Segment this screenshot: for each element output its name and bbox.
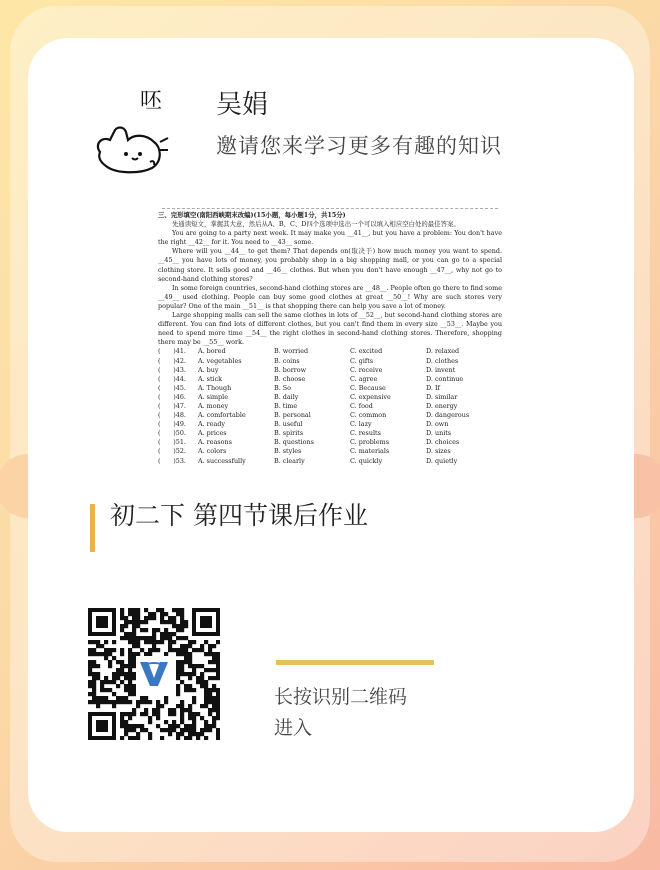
option-b: B. coins <box>274 356 300 365</box>
avatar-caption: 呸 <box>140 89 163 114</box>
option-b: B. spirits <box>274 429 304 438</box>
option-d: D. quietly <box>426 456 458 465</box>
worksheet-preview <box>158 196 502 468</box>
option-b: B. choose <box>274 374 306 383</box>
option-a: A. money <box>198 401 229 410</box>
option-num: ( )47. <box>158 401 186 410</box>
option-a: A. stick <box>198 374 223 383</box>
option-b: B. useful <box>274 420 303 429</box>
option-b: B. clearly <box>274 456 305 465</box>
option-a: A. simple <box>198 392 228 401</box>
option-row <box>158 357 502 366</box>
option-num: ( )53. <box>158 456 186 465</box>
passage-paragraph: Large shopping malls can sell the same clothes in lots of __52__, but second-hand clothing stores are different. You can find lots of different clothes, but you can't find them in every size __53__. Maybe you need to spend more time __54__ the right clothes in second-hand clothing stores. Therefore, shopping there may be __55__ work. <box>158 311 502 347</box>
option-c: C. expensive <box>350 392 391 401</box>
cartoon-bunny-avatar-icon <box>90 82 186 178</box>
option-c: C. food <box>350 401 373 410</box>
section-heading: 三、完形填空(南阳西峡期末改编)(15小题，每小题1分，共15分) <box>158 211 346 219</box>
option-d: D. similar <box>426 392 458 401</box>
option-a: A. Though <box>198 383 232 392</box>
option-num: ( )45. <box>158 383 186 392</box>
option-a: A. ready <box>198 420 226 429</box>
option-num: ( )49. <box>158 420 186 429</box>
qr-hint-line2: 进入 <box>274 717 313 739</box>
option-d: D. units <box>426 429 452 438</box>
option-row <box>158 347 502 356</box>
option-num: ( )43. <box>158 365 186 374</box>
option-b: B. time <box>274 401 298 410</box>
author-name: 吴娟 <box>216 90 269 120</box>
option-d: D. relaxed <box>426 347 460 356</box>
option-num: ( )42. <box>158 356 186 365</box>
instructions: 先通读短文，掌握其大意，然后从A、B、C、D四个选项中选出一个可以填入相应空白处的最佳答案。 <box>172 220 460 229</box>
title-accent-bar <box>90 504 95 552</box>
option-d: D. own <box>426 420 449 429</box>
option-d: D. invent <box>426 365 456 374</box>
option-row <box>158 411 502 420</box>
option-a: A. colors <box>198 447 227 456</box>
option-d: D. choices <box>426 438 460 447</box>
option-b: B. questions <box>274 438 314 447</box>
option-num: ( )48. <box>158 411 186 420</box>
option-d: D. dangerous <box>426 411 470 420</box>
option-b: B. personal <box>274 411 311 420</box>
option-row <box>158 438 502 447</box>
option-b: B. So <box>274 383 291 392</box>
option-a: A. successfully <box>198 456 246 465</box>
option-row <box>158 420 502 429</box>
option-a: A. vegetables <box>198 356 242 365</box>
option-row <box>158 447 502 456</box>
passage-paragraph: You are going to a party next week. It may make you __41__, but you have a problem: You don't have the right __42__ for it. You need to __43__ some. <box>158 229 502 247</box>
option-a: A. bored <box>198 347 226 356</box>
option-row <box>158 457 502 466</box>
passage-paragraph: In some foreign countries, second-hand clothing stores are __48__. People often go there to find some __49__ used clothing. People can buy some good clothes at great __50__! Why are such stores very popular? One of the main __51__ is that shopping there can help you save a lot of money. <box>158 283 502 310</box>
option-num: ( )44. <box>158 374 186 383</box>
invite-text: 邀请您来学习更多有趣的知识 <box>216 134 502 158</box>
option-a: A. reasons <box>198 438 232 447</box>
option-b: B. borrow <box>274 365 307 374</box>
option-num: ( )41. <box>158 347 186 356</box>
option-row <box>158 375 502 384</box>
option-d: D. If <box>426 383 440 392</box>
worksheet-top-rule <box>162 196 498 209</box>
option-c: C. agree <box>350 374 378 383</box>
option-c: C. results <box>350 429 381 438</box>
option-num: ( )52. <box>158 447 186 456</box>
qr-code-icon[interactable] <box>88 608 220 740</box>
option-a: A. buy <box>198 365 219 374</box>
option-row <box>158 402 502 411</box>
option-d: D. continue <box>426 374 464 383</box>
option-row <box>158 393 502 402</box>
option-c: C. problems <box>350 438 389 447</box>
option-c: C. quickly <box>350 456 383 465</box>
answer-options <box>158 347 502 465</box>
qr-accent-line <box>276 660 434 665</box>
option-a: A. comfortable <box>198 411 246 420</box>
option-c: C. Because <box>350 383 386 392</box>
option-d: D. clothes <box>426 356 459 365</box>
option-c: C. lazy <box>350 420 372 429</box>
option-c: C. excited <box>350 347 383 356</box>
option-num: ( )50. <box>158 429 186 438</box>
option-b: B. styles <box>274 447 302 456</box>
page-title: 初二下 第四节课后作业 <box>110 501 368 530</box>
option-row <box>158 429 502 438</box>
passage-paragraph: Where will you __44__ to get them? That depends on(取决于) how much money you want to spend. __45__ you have lots of money, you probably shop in a big shopping mall, or you can go to a special clothing store. It sells good and __46__ clothes. But when you don't have enough __47__, why not go to second-hand clothing stores? <box>158 247 502 283</box>
qr-hint-line1: 长按识别二维码 <box>274 686 408 708</box>
option-num: ( )51. <box>158 438 186 447</box>
option-a: A. prices <box>198 429 227 438</box>
option-b: B. worried <box>274 347 309 356</box>
option-c: C. materials <box>350 447 390 456</box>
option-c: C. gifts <box>350 356 374 365</box>
option-num: ( )46. <box>158 392 186 401</box>
option-c: C. receive <box>350 365 383 374</box>
option-d: D. sizes <box>426 447 451 456</box>
qr-hint <box>274 682 407 744</box>
option-b: B. daily <box>274 392 299 401</box>
option-c: C. common <box>350 411 387 420</box>
option-row <box>158 366 502 375</box>
option-d: D. energy <box>426 401 458 410</box>
option-row <box>158 384 502 393</box>
